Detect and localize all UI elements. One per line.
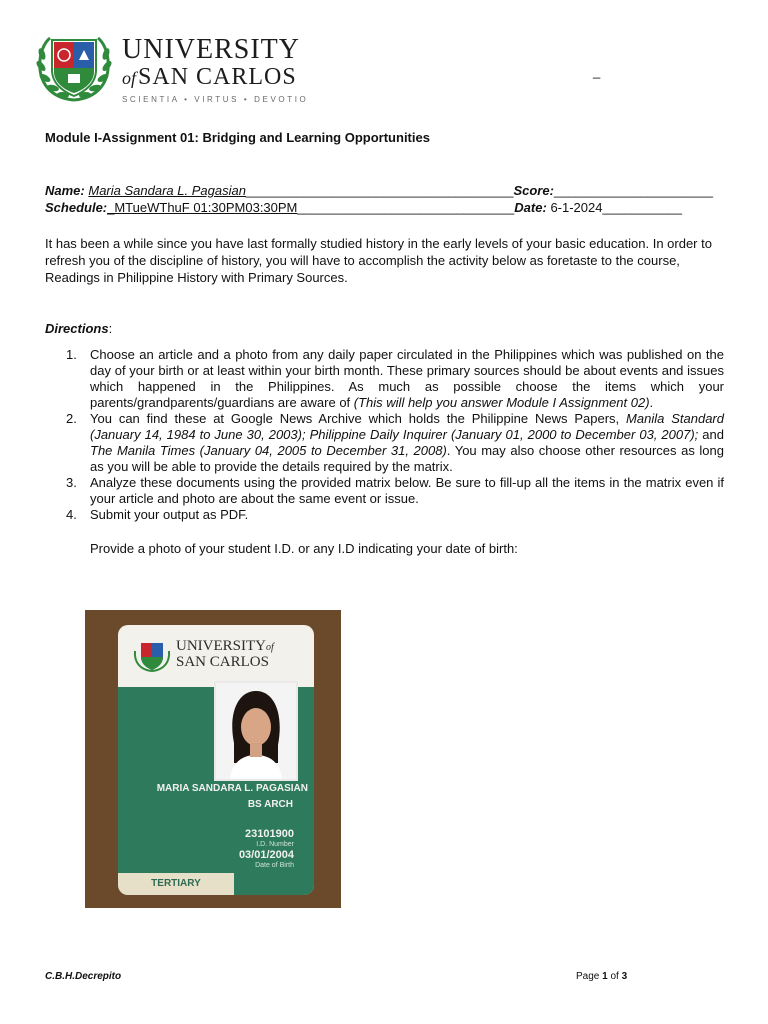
list-item-text-end: .	[649, 395, 654, 410]
list-item-text-end: . You may also choose other resources as long as you will be able to provide the details required by the matrix.	[90, 443, 724, 474]
directions-heading	[45, 321, 112, 336]
list-item	[62, 475, 724, 507]
page-number	[576, 971, 627, 982]
date-label: Date:	[514, 200, 547, 215]
id-seal-icon	[132, 639, 172, 673]
score-label: Score:	[513, 183, 554, 198]
list-item-text: Analyze these documents using the provided matrix below. Be sure to fill-up all the items in the matrix even if your article and photo are about the same event or issue.	[90, 475, 724, 506]
list-item-text: Submit your output as PDF.	[90, 507, 249, 522]
footer-author: C.B.H.Decrepito	[45, 971, 122, 982]
list-item	[62, 507, 724, 523]
university-name-line1: UNIVERSITY	[122, 34, 300, 65]
id-date-of-birth: 03/01/2004	[238, 849, 294, 861]
id-logo-line2: SAN CARLOS	[176, 654, 269, 670]
page-current: 1	[602, 971, 608, 982]
score-line: ______________________	[553, 183, 713, 198]
id-date-of-birth-label: Date of Birth	[255, 862, 294, 869]
id-portrait	[214, 681, 298, 781]
university-name-san-carlos: SAN CARLOS	[138, 64, 297, 90]
schedule-date-row	[45, 200, 682, 215]
id-logo-of: of	[266, 642, 274, 653]
university-wordmark	[122, 36, 322, 104]
header-dash: _	[593, 64, 601, 79]
list-item-italic: The Manila Times (January 04, 2005 to December 31, 2008)	[90, 443, 447, 458]
id-number: 23101900	[245, 828, 294, 840]
id-course: BS ARCH	[247, 799, 293, 810]
name-value: Maria Sandara L. Pagasian	[88, 183, 246, 198]
university-name-line2	[122, 64, 322, 91]
university-logo	[18, 28, 328, 106]
directions-label: Directions	[45, 321, 109, 336]
id-logo-university: UNIVERSITY	[176, 638, 266, 654]
list-item-number: 1.	[66, 347, 77, 362]
list-item	[62, 347, 724, 411]
university-motto: SCIENTIA • VIRTUS • DEVOTIO	[122, 95, 309, 104]
date-line: ___________	[602, 200, 683, 215]
list-item-number: 2.	[66, 411, 77, 426]
list-item-italic: (This will help you answer Module I Assignment 02)	[353, 395, 650, 410]
id-university-wordmark	[176, 639, 306, 670]
page-prefix: Page	[576, 971, 603, 982]
provide-id-instruction: Provide a photo of your student I.D. or any I.D indicating your date of birth:	[90, 541, 518, 556]
id-student-name: MARIA SANDARA L. PAGASIAN	[156, 783, 308, 794]
page-total: 3	[621, 971, 628, 982]
page-of: of	[607, 971, 622, 982]
student-id-photo	[85, 610, 341, 908]
date-value: 6-1-2024	[550, 200, 603, 215]
id-number-label: I.D. Number	[256, 841, 294, 848]
university-of: of	[122, 68, 137, 88]
name-label: Name:	[45, 183, 85, 198]
list-item-text: Choose an article and a photo from any daily paper circulated in the Philippines which was published on the day of your birth or at least within your birth month. These primary sources should be about events and issues which happened in the Philippines. As much as possible choose the items which your parents/grandparents/guardians are aware of	[90, 347, 724, 410]
name-line: _____________________________________	[245, 183, 514, 198]
module-title: Module I-Assignment 01: Bridging and Learning Opportunities	[45, 130, 430, 145]
directions-list	[62, 347, 724, 523]
list-item-number: 3.	[66, 475, 77, 490]
list-item-text: You can find these at Google News Archive which holds the Philippine News Papers,	[90, 411, 627, 426]
list-item	[62, 411, 724, 475]
schedule-line: ______________________________	[297, 200, 515, 215]
schedule-label: Schedule:	[45, 200, 108, 215]
list-item-text: and	[698, 427, 724, 442]
schedule-value: _MTueWThuF 01:30PM03:30PM	[107, 200, 298, 215]
directions-colon: :	[108, 321, 113, 336]
id-level-badge: TERTIARY	[118, 873, 234, 895]
list-item-italic: Manila Standard (January 14, 1984 to June 30, 2003); Philippine Daily Inquirer (January 01, 2000 to December 03, 2007);	[90, 411, 724, 442]
portrait-icon	[216, 683, 296, 779]
id-logo-line1	[176, 639, 306, 655]
list-item-number: 4.	[66, 507, 77, 522]
name-score-row	[45, 183, 713, 198]
id-card	[118, 625, 314, 895]
university-seal-icon	[32, 30, 116, 104]
intro-paragraph: It has been a while since you have last formally studied history in the early levels of your basic education. In order to refresh you of the discipline of history, you will have to accomplish the activity below as foretaste to the course, Readings in Philippine History with Primary Sources.	[45, 236, 712, 285]
